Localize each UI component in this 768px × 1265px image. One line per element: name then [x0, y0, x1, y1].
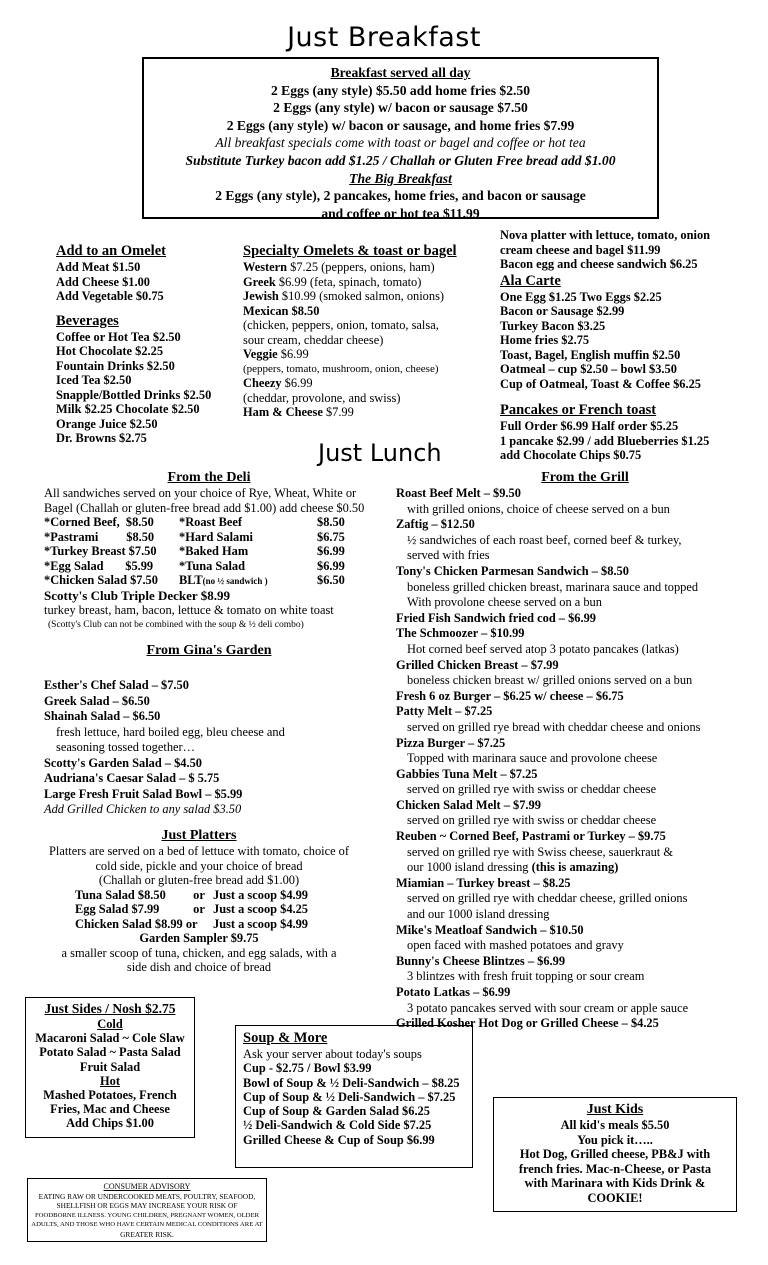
grill-desc: with grilled onions, choice of cheese served on a bun — [407, 501, 670, 516]
platters-section — [34, 828, 364, 975]
platter-item: Tuna Salad $8.50 — [75, 887, 166, 902]
grill-item: Fresh 6 oz Burger – $6.25 w/ cheese – $6.75 — [396, 688, 624, 703]
deli-row — [44, 530, 374, 545]
sides-hot-label: Hot — [100, 1073, 120, 1088]
soup-item: ½ Deli-Sandwich & Cold Side $7.25 — [243, 1118, 432, 1133]
deli-row — [44, 559, 374, 574]
veggie-desc: (peppers, tomato, mushroom, onion, cheese) — [243, 362, 439, 375]
reuben-amazing: (this is amazing) — [531, 860, 619, 875]
garden-section — [44, 643, 374, 818]
grill-item: Bunny's Cheese Blintzes – $6.99 — [396, 953, 566, 968]
veggie-price: $6.99 — [277, 347, 309, 361]
kids-line: french fries. Mac-n-Cheese, or Pasta — [518, 1161, 712, 1176]
garden-sampler: Garden Sampler $9.75 — [139, 931, 259, 945]
sides-item: Macaroni Salad ~ Cole Slaw — [35, 1031, 185, 1046]
pancakes-heading: Pancakes or French toast — [500, 402, 657, 418]
jewish-desc: $10.99 (smoked salmon, onions) — [278, 289, 445, 303]
platter-row — [34, 917, 364, 932]
salad-item: Large Fresh Fruit Salad Bowl – $5.99 — [44, 786, 243, 801]
soup-item: Grilled Cheese & Cup of Soup $6.99 — [243, 1132, 435, 1147]
deli-price: $6.75 — [317, 529, 345, 544]
advisory-box — [27, 1178, 267, 1242]
nova-line: Nova platter with lettuce, tomato, onion — [500, 228, 711, 242]
salad-item: Audriana's Caesar Salad – $ 5.75 — [44, 771, 220, 785]
soup-item: Cup of Soup & ½ Deli-Sandwich – $7.25 — [243, 1089, 456, 1104]
advisory-line: GREATER RISK. — [120, 1229, 174, 1239]
platter-item: Egg Salad $7.99 — [75, 902, 160, 916]
sampler-desc: side dish and choice of bread — [126, 960, 272, 974]
club-desc: turkey breast, ham, bacon, lettuce & tomato on white toast — [44, 603, 334, 617]
cheezy-price: $6.99 — [281, 376, 313, 390]
sides-heading: Just Sides / Nosh $2.75 — [44, 1001, 176, 1016]
kids-heading: Just Kids — [586, 1102, 644, 1117]
deli-price: $8.50 — [317, 515, 345, 529]
bacon-egg-line: Bacon egg and cheese sandwich $6.25 — [500, 257, 698, 271]
jewish-name: Jewish — [243, 289, 279, 303]
club-name: Scotty's Club Triple Decker $8.99 — [44, 587, 230, 603]
advisory-heading: CONSUMER ADVISORY — [103, 1182, 191, 1191]
platter-or: or — [193, 902, 205, 916]
kids-line: COOKIE! — [587, 1190, 643, 1205]
beverage-item: Orange Juice $2.50 — [56, 416, 158, 431]
ham-cheese-name: Ham & Cheese — [243, 405, 323, 419]
ala-carte-heading: Ala Carte — [500, 272, 561, 289]
mexican-desc: (chicken, peppers, onion, tomato, salsa, — [243, 318, 439, 332]
deli-item: *Pastrami $8.50 — [44, 529, 155, 544]
platter-scoop: Just a scoop $4.99 — [213, 887, 309, 902]
grill-item: Grilled Chicken Breast – $7.99 — [396, 657, 559, 672]
grill-item: Reuben ~ Corned Beef, Pastrami or Turkey – $9.75 — [396, 829, 666, 844]
big-breakfast-line: 2 Eggs (any style), 2 pancakes, home fries, and bacon or sausage — [215, 188, 586, 204]
omelet-item: Add Meat $1.50 — [56, 260, 141, 274]
deli-price: $6.50 — [317, 573, 345, 587]
breakfast-title: Just Breakfast — [287, 22, 481, 53]
ala-carte-item: Oatmeal – cup $2.50 – bowl $3.50 — [500, 362, 677, 376]
grill-desc: served on grilled rye with swiss or cheddar cheese — [407, 782, 657, 797]
breakfast-note: All breakfast specials come with toast or bagel and coffee or hot tea — [215, 135, 586, 151]
blt-note: (no ½ sandwich ) — [202, 576, 268, 586]
grill-desc: served on grilled rye with cheddar cheese, grilled onions — [407, 891, 688, 906]
omelet-item: Add Cheese $1.00 — [56, 274, 150, 289]
deli-row — [44, 544, 374, 559]
salad-item: Scotty's Garden Salad – $4.50 — [44, 755, 202, 770]
deli-item: *Chicken Salad $7.50 — [44, 573, 158, 587]
platters-desc: Platters are served on a bed of lettuce with tomato, choice of — [48, 844, 350, 858]
grill-item: Zaftig – $12.50 — [396, 517, 475, 532]
grill-item: The Schmoozer – $10.99 — [396, 626, 525, 641]
grill-heading: From the Grill — [541, 470, 629, 485]
deli-price: $6.99 — [317, 558, 345, 573]
beverage-item: Iced Tea $2.50 — [56, 373, 132, 387]
soup-heading: Soup & More — [243, 1030, 328, 1046]
greek-name: Greek — [243, 274, 276, 289]
platter-scoop: Just a scoop $4.25 — [213, 902, 309, 916]
deli-item: BLT — [179, 573, 203, 587]
sides-item: Mashed Potatoes, French — [43, 1088, 177, 1103]
beverage-item: Snapple/Bottled Drinks $2.50 — [56, 387, 212, 402]
sides-box — [25, 997, 195, 1138]
platter-scoop: Just a scoop $4.99 — [213, 916, 309, 931]
deli-price: $6.99 — [317, 544, 345, 558]
cheezy-name: Cheezy — [243, 376, 282, 390]
add-chicken-note: Add Grilled Chicken to any salad $3.50 — [44, 802, 242, 816]
breakfast-substitute: Substitute Turkey bacon add $1.25 / Challah or Gluten Free bread add $1.00 — [185, 152, 616, 168]
ala-carte-item: Toast, Bagel, English muffin $2.50 — [500, 347, 681, 362]
breakfast-box — [142, 57, 659, 219]
deli-row — [44, 573, 374, 589]
grill-desc: ½ sandwiches of each roast beef, corned beef & turkey, — [407, 532, 682, 547]
grill-list — [396, 486, 764, 1032]
omelet-heading: Add to an Omelet — [56, 243, 166, 259]
grill-desc: served with fries — [407, 548, 490, 563]
deli-item: *Corned Beef, $8.50 — [44, 515, 154, 529]
deli-item: *Tuna Salad — [179, 558, 246, 573]
grill-desc: served on grilled rye bread with cheddar cheese and onions — [407, 719, 701, 734]
ala-carte-item: Turkey Bacon $3.25 — [500, 318, 606, 333]
club-note: (Scotty's Club can not be combined with the soup & ½ deli combo) — [48, 619, 304, 630]
grill-desc: served on grilled rye with swiss or cheddar cheese — [407, 813, 657, 828]
grill-desc: open faced with mashed potatoes and gravy — [407, 938, 624, 953]
salad-item: Greek Salad – $6.50 — [44, 693, 150, 708]
beverage-item: Milk $2.25 Chocolate $2.50 — [56, 402, 200, 416]
platter-row — [34, 902, 364, 917]
omelet-section — [56, 243, 236, 446]
grill-desc: Hot corned beef served atop 3 potato pancakes (latkas) — [407, 641, 679, 656]
platters-heading: Just Platters — [161, 828, 237, 843]
ham-cheese-price: $7.99 — [322, 405, 354, 419]
lunch-title: Just Lunch — [318, 439, 442, 467]
breakfast-line: 2 Eggs (any style) w/ bacon or sausage, and home fries $7.99 — [226, 117, 575, 133]
sides-item: Add Chips $1.00 — [66, 1116, 154, 1131]
western-desc: $7.25 (peppers, onions, ham) — [287, 260, 435, 274]
ala-carte-item: One Egg $1.25 Two Eggs $2.25 — [500, 289, 662, 304]
western-name: Western — [243, 260, 288, 274]
advisory-line: FOODBORNE ILLNESS. YOUNG CHILDREN, PREGNANT WOMEN, OLDER — [34, 1211, 260, 1219]
grill-item: Roast Beef Melt – $9.50 — [396, 486, 521, 500]
grill-desc: our 1000 island dressing — [407, 860, 532, 875]
platter-or: or — [193, 887, 205, 902]
deli-item: *Baked Ham — [179, 544, 249, 558]
grill-item: Miamian – Turkey breast – $8.25 — [396, 875, 571, 890]
ala-carte-item: Bacon or Sausage $2.99 — [500, 304, 625, 318]
ala-carte-item: Home fries $2.75 — [500, 333, 590, 347]
kids-line: with Marinara with Kids Drink & — [524, 1176, 706, 1190]
salad-item: Shainah Salad – $6.50 — [44, 709, 161, 723]
specialty-heading: Specialty Omelets & toast or bagel — [243, 243, 457, 259]
deli-item: *Hard Salami — [179, 529, 254, 544]
grill-item: Mike's Meatloaf Sandwich – $10.50 — [396, 922, 584, 937]
deli-item: *Egg Salad $5.99 — [44, 558, 154, 573]
soup-item: Bowl of Soup & ½ Deli-Sandwich – $8.25 — [243, 1075, 460, 1090]
big-breakfast-heading: The Big Breakfast — [349, 170, 452, 186]
pancakes-item: add Chocolate Chips $0.75 — [500, 448, 642, 462]
kids-line: All kid's meals $5.50 — [560, 1118, 670, 1132]
soup-intro: Ask your server about today's soups — [243, 1047, 422, 1061]
platters-desc: cold side, pickle and your choice of bread — [95, 858, 303, 873]
grill-item: Patty Melt – $7.25 — [396, 704, 493, 719]
kids-line: You pick it….. — [577, 1132, 653, 1147]
grill-item: Potato Latkas – $6.99 — [396, 985, 511, 999]
sides-item: Fruit Salad — [79, 1059, 141, 1074]
grill-item: Grilled Kosher Hot Dog or Grilled Cheese – $4.25 — [396, 1016, 659, 1031]
advisory-line: ADULTS, AND THOSE WHO HAVE CERTAIN MEDICAL CONDITIONS ARE AT — [31, 1221, 263, 1229]
grill-desc: 3 potato pancakes served with sour cream or apple sauce — [407, 1000, 689, 1015]
big-breakfast-line: and coffee or hot tea $11.99 — [321, 205, 480, 221]
salad-desc: seasoning tossed together… — [56, 740, 196, 754]
kids-line: Hot Dog, Grilled cheese, PB&J with — [519, 1147, 711, 1161]
grill-item: Gabbies Tuna Melt – $7.25 — [396, 766, 538, 781]
mexican-name: Mexican $8.50 — [243, 303, 320, 318]
sides-cold-label: Cold — [97, 1017, 123, 1031]
salad-item: Esther's Chef Salad – $7.50 — [44, 678, 189, 692]
beverages-heading: Beverages — [56, 312, 119, 329]
nova-line: cream cheese and bagel $11.99 — [500, 242, 661, 257]
right-breakfast-column — [500, 228, 760, 463]
grill-item: Tony's Chicken Parmesan Sandwich – $8.50 — [396, 563, 629, 578]
deli-item: *Turkey Breast $7.50 — [44, 544, 157, 558]
mexican-desc: sour cream, cheddar cheese) — [243, 332, 384, 347]
grill-desc: With provolone cheese served on a bun — [407, 595, 602, 610]
deli-heading: From the Deli — [167, 470, 251, 485]
platter-row — [34, 888, 364, 903]
breakfast-line: 2 Eggs (any style) w/ bacon or sausage $7.50 — [273, 100, 528, 116]
grill-section — [396, 470, 764, 1032]
sampler-desc: a smaller scoop of tuna, chicken, and egg salads, with a — [61, 945, 337, 960]
grill-desc: Topped with marinara sauce and provolone cheese — [407, 751, 658, 766]
advisory-line: SHELLFISH OR EGGS MAY INCREASE YOUR RISK OF — [56, 1201, 238, 1211]
grill-item: Fried Fish Sandwich fried cod – $6.99 — [396, 610, 596, 625]
platters-desc: (Challah or gluten-free bread add $1.00) — [98, 873, 300, 887]
grill-desc: and our 1000 island dressing — [407, 907, 550, 922]
advisory-line: EATING RAW OR UNDERCOOKED MEATS, POULTRY, SEAFOOD, — [38, 1191, 256, 1201]
pancakes-item: Full Order $6.99 Half order $5.25 — [500, 419, 679, 433]
garden-heading: From Gina's Garden — [146, 643, 272, 658]
beverage-item: Hot Chocolate $2.25 — [56, 344, 164, 358]
breakfast-heading: Breakfast served all day — [330, 65, 471, 80]
grill-item: Chicken Salad Melt – $7.99 — [396, 797, 541, 812]
platter-item: Chicken Salad $8.99 or — [75, 916, 198, 931]
deli-row — [44, 515, 374, 530]
deli-intro: Bagel (Challah or gluten-free bread add $1.00) add cheese $0.50 — [44, 500, 365, 515]
beverage-item: Fountain Drinks $2.50 — [56, 358, 175, 373]
greek-desc: $6.99 (feta, spinach, tomato) — [275, 274, 422, 289]
deli-intro: All sandwiches served on your choice of Rye, Wheat, White or — [44, 486, 357, 500]
salad-desc: fresh lettuce, hard boiled egg, bleu cheese and — [56, 724, 285, 739]
omelet-item: Add Vegetable $0.75 — [56, 289, 164, 303]
ala-carte-item: Cup of Oatmeal, Toast & Coffee $6.25 — [500, 376, 701, 391]
sides-item: Potato Salad ~ Pasta Salad — [39, 1045, 181, 1060]
kids-box — [493, 1097, 737, 1212]
deli-item: *Roast Beef — [179, 515, 242, 529]
soup-box — [235, 1025, 473, 1168]
pancakes-item: 1 pancake $2.99 / add Blueberries $1.25 — [500, 433, 710, 448]
specialty-section — [243, 243, 493, 420]
breakfast-line: 2 Eggs (any style) $5.50 add home fries $2.50 — [270, 82, 531, 98]
cheezy-desc: (cheddar, provolone, and swiss) — [243, 390, 401, 405]
soup-item: Cup of Soup & Garden Salad $6.25 — [243, 1104, 430, 1119]
veggie-name: Veggie — [243, 347, 278, 361]
soup-item: Cup - $2.75 / Bowl $3.99 — [243, 1061, 372, 1076]
beverage-item: Dr. Browns $2.75 — [56, 431, 147, 445]
grill-desc: boneless grilled chicken breast, marinara sauce and topped — [407, 579, 699, 594]
grill-desc: boneless chicken breast w/ grilled onions served on a bun — [407, 673, 693, 688]
beverage-item: Coffee or Hot Tea $2.50 — [56, 329, 181, 344]
grill-desc: 3 blintzes with fresh fruit topping or sour cream — [407, 969, 645, 984]
sides-item: Fries, Mac and Cheese — [50, 1102, 170, 1117]
deli-section — [44, 470, 374, 632]
grill-item: Pizza Burger – $7.25 — [396, 735, 506, 750]
grill-desc: served on grilled rye with Swiss cheese, sauerkraut & — [407, 844, 673, 859]
